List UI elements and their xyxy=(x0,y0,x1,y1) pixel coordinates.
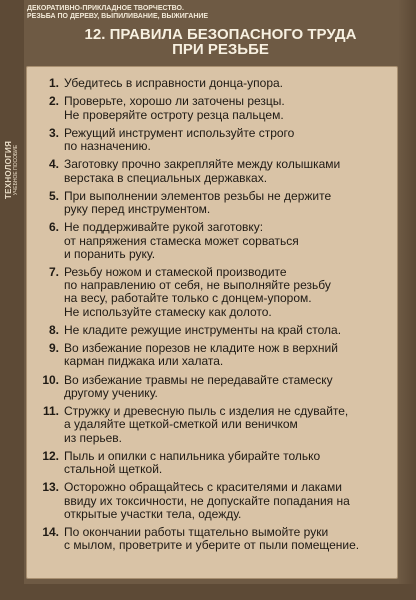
rule-item xyxy=(35,127,391,153)
subject-line-2: РЕЗЬБА ПО ДЕРЕВУ, ВЫПИЛИВАНИЕ, ВЫЖИГАНИЕ xyxy=(27,13,209,20)
rule-item xyxy=(35,450,391,476)
rule-number: 1. xyxy=(48,76,59,90)
rule-item xyxy=(35,158,391,184)
rule-number: 11. xyxy=(42,404,59,419)
bottom-band xyxy=(0,584,416,600)
rule-item xyxy=(35,221,391,261)
rule-text: При выполнении элементов резьбы не держите руку перед инструментом. xyxy=(64,188,332,216)
subject-line-1: ДЕКОРАТИВНО-ПРИКЛАДНОЕ ТВОРЧЕСТВО. xyxy=(27,5,184,12)
rule-text: Заготовку прочно закрепляйте между колышками верстака в специальных державках. xyxy=(64,157,341,185)
rule-number: 13. xyxy=(42,480,59,495)
rule-number: 4. xyxy=(48,157,59,172)
rule-text: Убедитесь в исправности донца-упора. xyxy=(64,76,283,90)
rules-list xyxy=(27,67,397,553)
series-subtitle: УЧЕБНОЕ ПОСОБИЕ xyxy=(13,144,20,196)
rule-text: По окончании работы тщательно вымойте руки с мылом, проветрите и уберите от пыли помещение. xyxy=(64,525,360,553)
rule-item xyxy=(35,342,391,368)
title-line-2: ПРИ РЕЗЬБЕ xyxy=(172,41,269,58)
series-label xyxy=(2,110,22,230)
rule-text: Стружку и древесную пыль с изделия не сдувайте, а удаляйте щеткой-сметкой или веничком из перьев. xyxy=(64,404,349,445)
rule-number: 12. xyxy=(42,448,59,463)
rule-text: Осторожно обращайтесь с красителями и лаками ввиду их токсичности, не допускайте попадания на открытые участки тела, одежду. xyxy=(64,480,350,521)
rule-text: Режущий инструмент используйте строго по назначению. xyxy=(64,125,295,153)
rule-text: Пыль и опилки с напильника убирайте только стальной щеткой. xyxy=(64,448,321,477)
rule-text: Не поддерживайте рукой заготовку: от напряжения стамеска может сорваться и поранить руку. xyxy=(64,220,299,261)
rule-text: Проверьте, хорошо ли заточены резцы. Не проверяйте остроту резца пальцем. xyxy=(64,94,285,122)
rule-item xyxy=(35,95,391,121)
rule-text: Во избежание травмы не передавайте стамеску другому ученику. xyxy=(64,372,333,400)
rule-item xyxy=(35,405,391,445)
rule-number: 9. xyxy=(48,341,59,356)
rule-number: 3. xyxy=(48,125,59,140)
side-strip xyxy=(0,0,24,600)
subject-header xyxy=(27,5,397,21)
rule-item xyxy=(35,324,391,337)
rule-item xyxy=(35,77,391,90)
rule-number: 10. xyxy=(42,372,59,387)
rule-number: 7. xyxy=(48,265,59,279)
rule-item xyxy=(35,481,391,521)
rule-number: 5. xyxy=(48,188,59,203)
rule-number: 8. xyxy=(48,322,59,337)
rule-number: 6. xyxy=(48,220,59,235)
rule-number: 2. xyxy=(48,94,59,109)
rule-number: 14. xyxy=(42,525,59,540)
title-line-1: 12. ПРАВИЛА БЕЗОПАСНОГО ТРУДА xyxy=(84,26,357,43)
poster-content xyxy=(25,0,416,600)
rule-text: Не кладите режущие инструменты на край стола. xyxy=(64,322,342,337)
rule-item xyxy=(35,190,391,216)
rule-text: Резьбу ножом и стамеской производите по направлению от себя, не выполняйте резьбу на весу, работайте только с донцем-упором. Не используйте стамеску как долото. xyxy=(64,265,331,319)
rule-item xyxy=(35,374,391,400)
page-title xyxy=(25,27,416,57)
rule-item xyxy=(35,526,391,552)
rules-card xyxy=(26,66,398,579)
rule-text: Во избежание порезов не кладите нож в верхний карман пиджака или халата. xyxy=(64,341,338,369)
series-title: ТЕХНОЛОГИЯ xyxy=(4,140,14,200)
rule-item xyxy=(35,266,391,319)
right-edge xyxy=(398,0,416,600)
